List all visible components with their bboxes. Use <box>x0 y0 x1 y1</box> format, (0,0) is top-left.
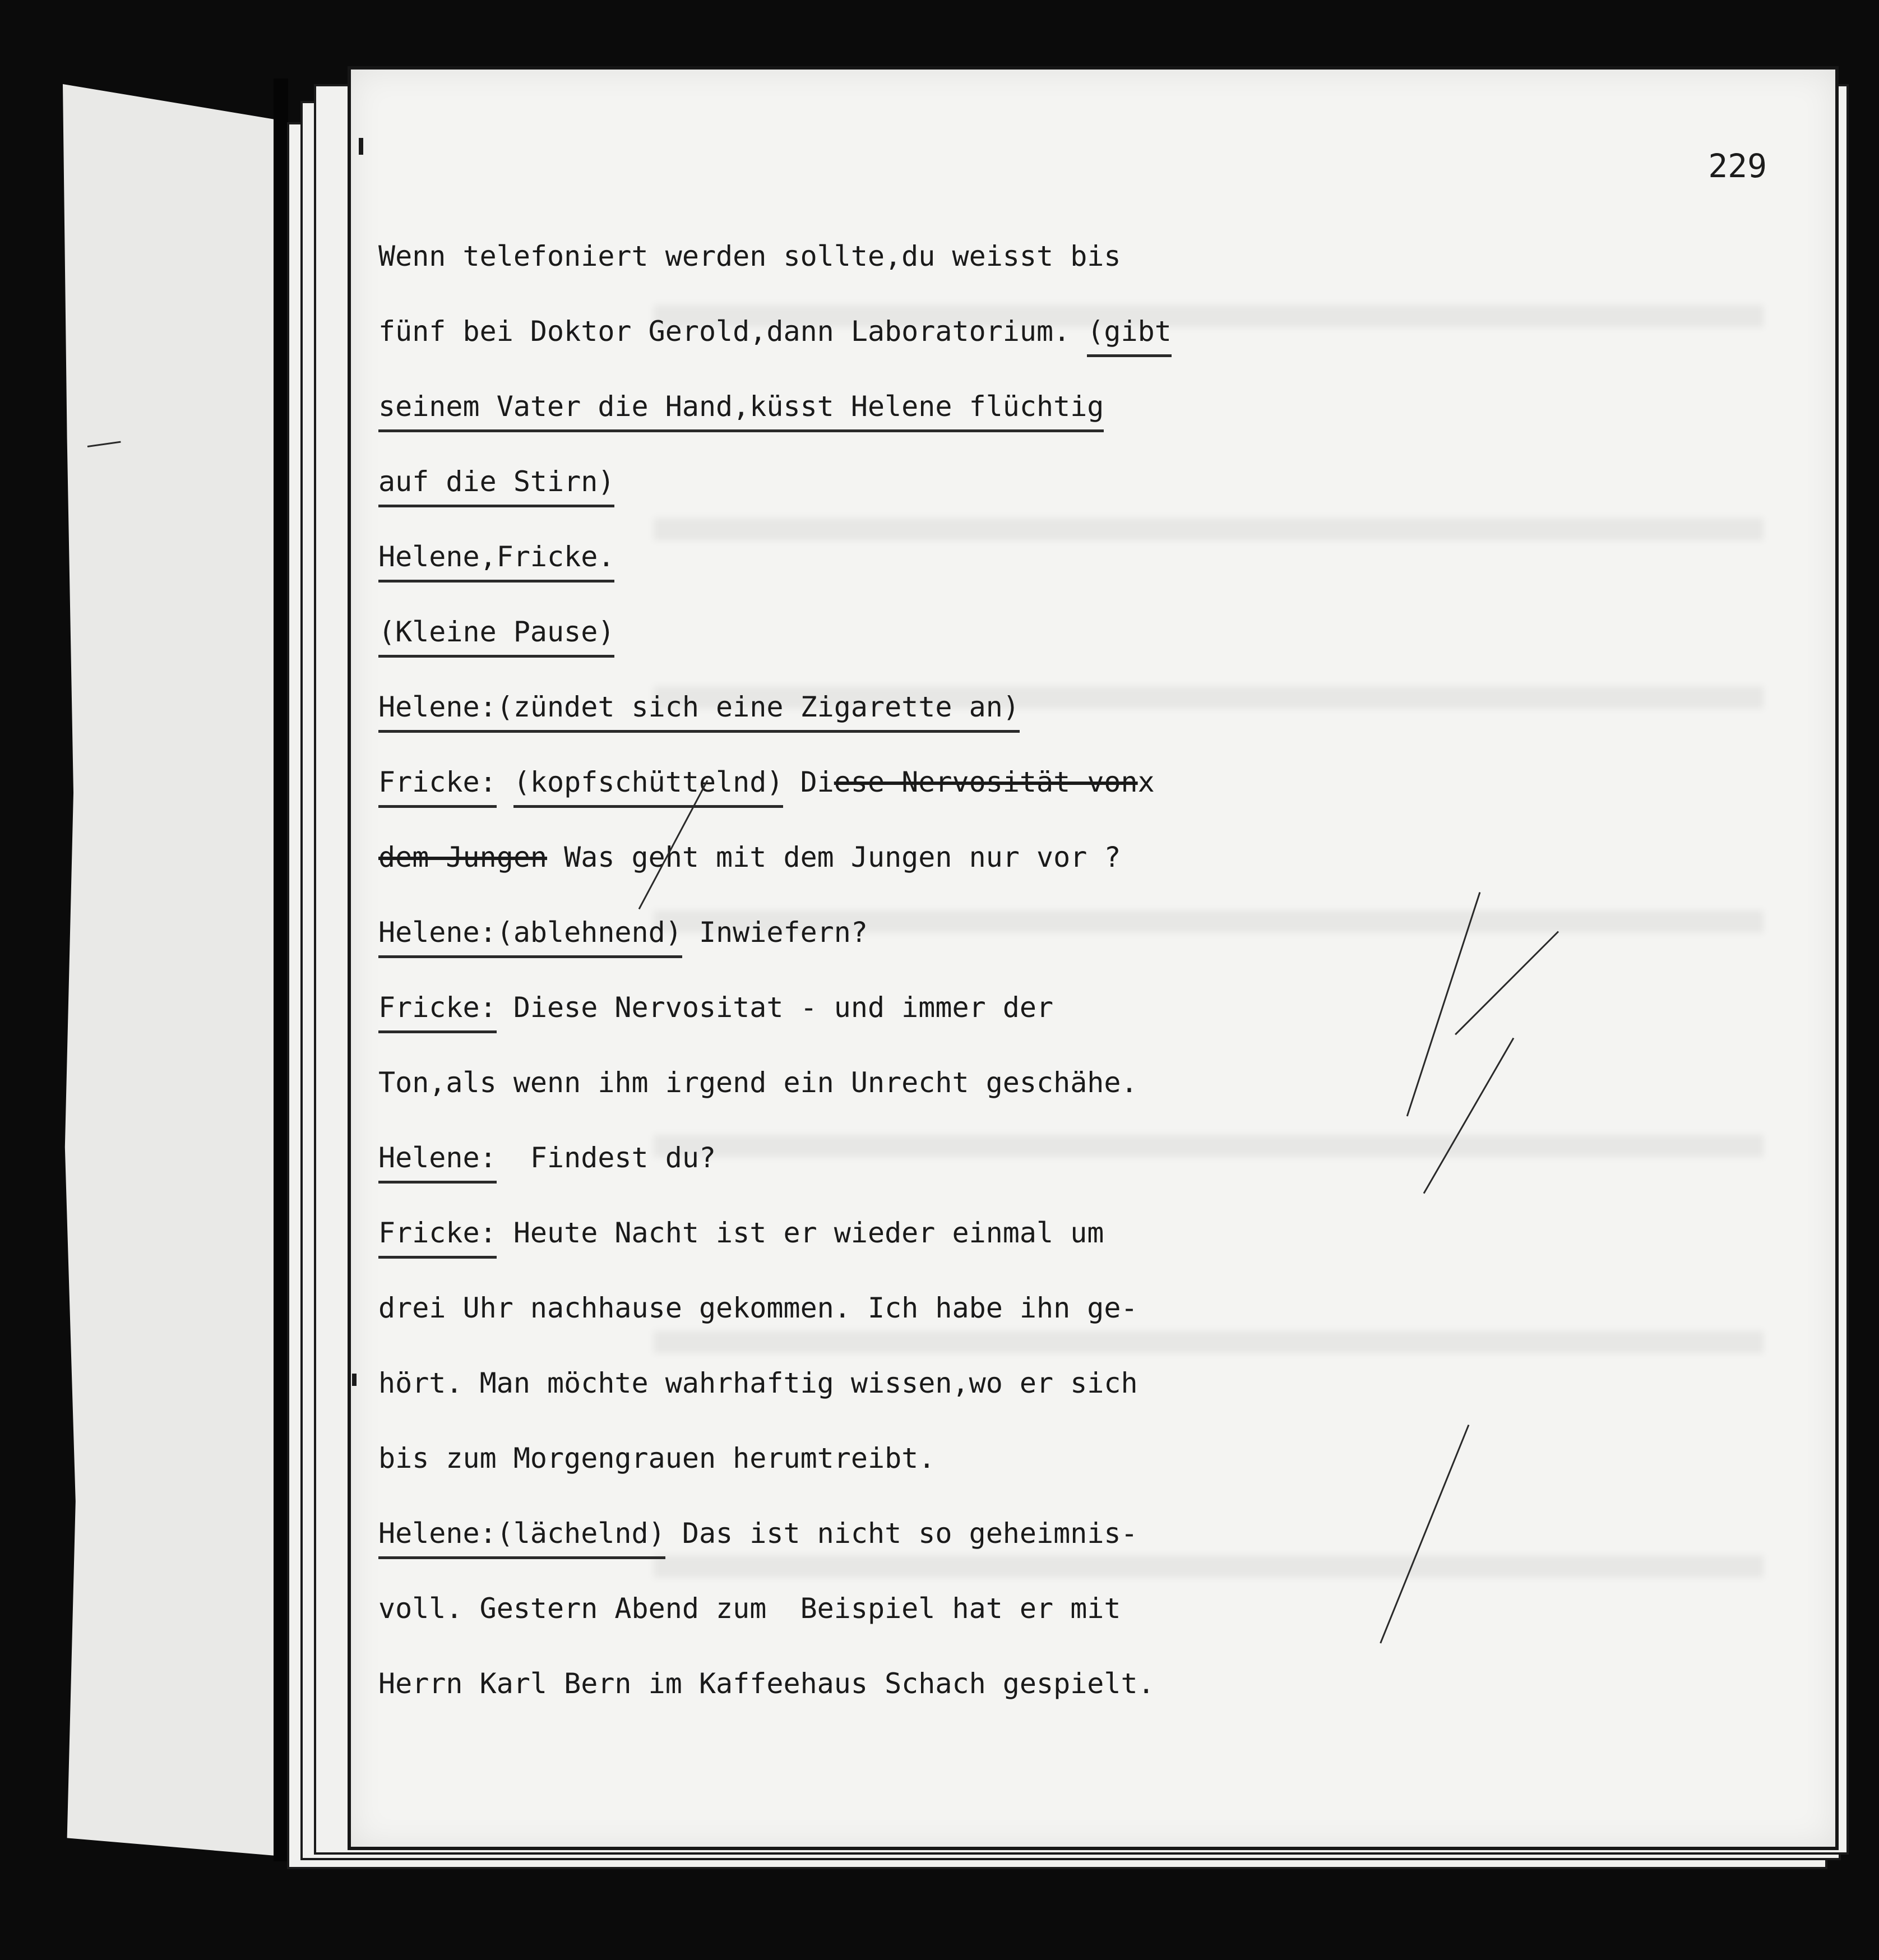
typed-line <box>378 895 1477 970</box>
underlined-text: (Kleine Pause) <box>378 616 614 658</box>
typed-line <box>378 669 1477 745</box>
underlined-text: Helene: <box>378 691 497 733</box>
line-text: bis zum Morgengrauen herumtreibt. <box>378 1442 936 1474</box>
line-text: Ton,als wenn ihm irgend ein Unrecht geschähe. <box>378 1066 1138 1099</box>
line-text: Wenn telefoniert werden sollte,du weisst bis <box>378 240 1121 272</box>
line-text: Was geht mit dem Jungen nur vor ? <box>547 841 1121 873</box>
line-text: Herrn Karl Bern im Kaffeehaus Schach gespielt. <box>378 1667 1155 1700</box>
typed-line <box>378 745 1477 820</box>
typed-line <box>378 1195 1477 1270</box>
struck-text: dem Jungen <box>378 841 548 873</box>
typed-line <box>378 1421 1477 1496</box>
line-text: Das ist nicht so geheimnis- <box>665 1517 1138 1550</box>
underlined-text: (ablehnend) <box>497 916 682 958</box>
typed-line <box>378 1270 1477 1346</box>
underlined-text: (zündet sich eine Zigarette an) <box>497 691 1020 733</box>
typed-line <box>378 219 1477 294</box>
typed-line <box>378 594 1477 669</box>
line-text: hört. Man möchte wahrhaftig wissen,wo er sich <box>378 1367 1138 1399</box>
line-text: Heute Nacht ist er wieder einmal um <box>496 1217 1104 1249</box>
struck-text: ese Nervosität von <box>834 766 1138 798</box>
underlined-text: Helene,Fricke. <box>378 540 614 583</box>
binding-shadow <box>274 78 288 1861</box>
underlined-text: Fricke: <box>378 1217 497 1259</box>
underlined-text: Helene: <box>378 1517 497 1559</box>
typed-line <box>378 1120 1477 1195</box>
underlined-text: (gibt <box>1087 315 1172 357</box>
typed-line <box>378 970 1477 1045</box>
typed-line <box>378 294 1477 369</box>
line-text: Diese Nervositat - und immer der <box>496 991 1054 1024</box>
margin-mark <box>352 1374 357 1386</box>
underlined-text: seinem Vater die Hand,küsst Helene flüchtig <box>378 390 1104 432</box>
line-text: voll. Gestern Abend zum Beispiel hat er mit <box>378 1592 1121 1625</box>
underlined-text: auf die Stirn) <box>378 465 614 507</box>
typed-line <box>378 1496 1477 1571</box>
underlined-text: Fricke: <box>378 991 497 1033</box>
line-text: Inwiefern? <box>682 916 868 949</box>
typed-line <box>378 519 1477 594</box>
typed-line <box>378 1346 1477 1421</box>
typed-line <box>378 820 1477 895</box>
typed-line <box>378 1646 1477 1721</box>
underlined-text: Helene: <box>378 916 497 958</box>
line-text: fünf bei Doktor Gerold,dann Laboratorium. <box>378 315 1087 348</box>
underlined-text: Helene: <box>378 1141 497 1184</box>
line-text: Findest du? <box>496 1141 716 1174</box>
underlined-text: Fricke: <box>378 766 497 808</box>
underlined-text: (lächelnd) <box>497 1517 665 1559</box>
line-text: x <box>1137 766 1155 798</box>
line-text <box>497 766 513 798</box>
line-text: Di <box>783 766 834 798</box>
line-text: drei Uhr nachhause gekommen. Ich habe ihn ge- <box>378 1292 1138 1324</box>
underlined-text: (kopfschüttelnd) <box>513 766 784 808</box>
typed-line <box>378 444 1477 519</box>
typed-line <box>378 369 1477 444</box>
typed-line <box>378 1045 1477 1120</box>
page-number: 229 <box>1708 147 1767 185</box>
typed-line <box>378 1571 1477 1646</box>
typescript-body <box>378 219 1477 1721</box>
adjacent-page-strip <box>63 84 276 1856</box>
margin-mark <box>359 138 363 155</box>
